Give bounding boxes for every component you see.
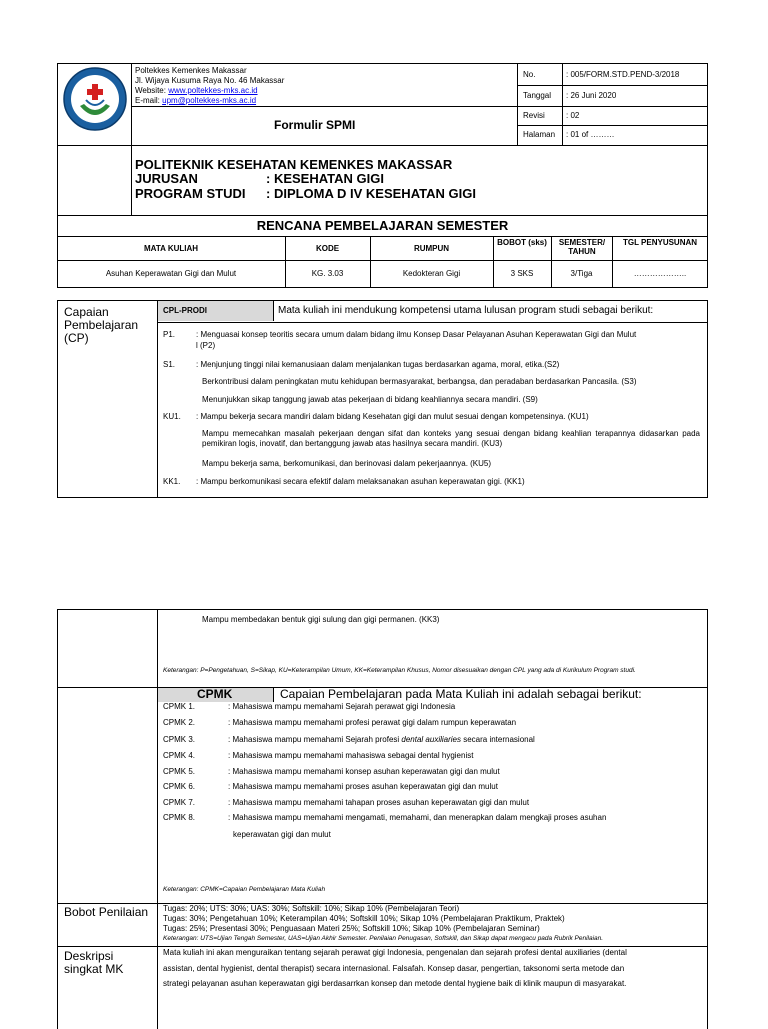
cpmk-text: : Mahasiswa mampu memahami Sejarah perawat gigi Indonesia xyxy=(228,702,456,711)
website-line: Website: www.poltekkes-mks.ac.id xyxy=(135,86,258,95)
cp-item-text: Mampu bekerja sama, berkomunikasi, dan berinovasi dalam pekerjaannya. (KU5) xyxy=(202,459,492,468)
col-bobot: BOBOT (sks) xyxy=(497,238,547,247)
cp-item-code: KK1. xyxy=(163,477,181,486)
cell-tgl: ……………….. xyxy=(633,269,687,278)
meta-date-value: : 26 Juni 2020 xyxy=(566,91,617,100)
institution-name: Poltekkes Kemenkes Makassar xyxy=(135,66,247,75)
cell-kode: KG. 3.03 xyxy=(311,269,344,278)
cp-item-code: P1. xyxy=(163,330,176,339)
deskripsi-line: assistan, dental hygienist, dental therapist) secara internasional. Falsafah. Konsep dasar, pengertian, taksonomi serta metode dan xyxy=(163,964,625,973)
prodi-label: PROGRAM STUDI xyxy=(135,186,246,201)
cp-item-code: KU1. xyxy=(163,412,181,421)
bobot-line: Tugas: 25%; Presentasi 30%; Penguasaan Materi 25%; Softskill 10%; Sikap 10% (Pembelajaran Seminar) xyxy=(163,924,540,933)
institution-logo xyxy=(62,66,128,132)
cpmk-code: CPMK 3. xyxy=(163,735,196,744)
cp-item-text: Mampu memecahkan masalah pekerjaan dengan sifat dan konteks yang sesuai dengan bidang keahlian terapannya didasarkan pada pemikiran logis, inovatif, dan bertanggung jawab atas hasilnya secara mandiri. (KU3) xyxy=(202,429,700,449)
note-cpl: Keterangan: P=Pengetahuan, S=Sikap, KU=Keterampilan Umum, KK=Keterampilan Khusus, Nomor disesuaikan dengan CPL yang ada di Kurikulum Program studi. xyxy=(163,667,636,674)
cpmk-tag: CPMK xyxy=(197,687,233,701)
col-tgl: TGL PENYUSUNAN xyxy=(622,238,698,247)
deskripsi-line: Mata kuliah ini akan menguraikan tentang sejarah perawat gigi Indonesia, pengenalan dan sejarah profesi dental auxiliaries (dental xyxy=(163,948,627,957)
bobot-line: Tugas: 20%; UTS: 30%; UAS: 30%; Softskill: 10%; Sikap 10% (Pembelajaran Teori) xyxy=(163,904,460,913)
email-line: E-mail: upm@poltekkes-mks.ac.id xyxy=(135,96,257,105)
jurusan-value: : KESEHATAN GIGI xyxy=(266,171,384,186)
cpmk-code: CPMK 7. xyxy=(163,798,196,807)
cpmk-text: : Mahasiswa mampu memahami tahapan proses asuhan keperawatan gigi dan mulut xyxy=(228,798,530,807)
meta-rev-label: Revisi xyxy=(523,111,545,120)
cp-item-text: : Mampu berkomunikasi secara efektif dalam melaksanakan asuhan keperawatan gigi. (KK1) xyxy=(196,477,525,486)
cp-intro: Mata kuliah ini mendukung kompetensi utama lulusan program studi sebagai berikut: xyxy=(278,305,654,316)
col-semester: SEMESTER/ TAHUN xyxy=(558,238,606,257)
cp-item-text: : Mampu bekerja secara mandiri dalam bidang Kesehatan gigi dan mulut sesuai dengan kompetensinya. (KU1) xyxy=(196,412,589,421)
cpmk-text: : Mahasiswa mampu memahami mahasiswa sebagai dental hygienist xyxy=(228,751,474,760)
cell-bobot: 3 SKS xyxy=(510,269,534,278)
cp-item-extra: l (P2) xyxy=(196,341,216,350)
cp-item-code: S1. xyxy=(163,360,176,369)
program-institution: POLITEKNIK KESEHATAN KEMENKES MAKASSAR xyxy=(135,157,453,172)
cpmk-code: CPMK 6. xyxy=(163,782,196,791)
deskripsi-line: strategi pelayanan asuhan keperawatan gigi berdasarrkan konsep dan metode dental hygiene baik di klinik maupun di masyarakat. xyxy=(163,979,627,988)
cpmk-text: : Mahasiswa mampu memahami proses asuhan keperawatan gigi dan mulut xyxy=(228,782,498,791)
note-cpmk: Keterangan: CPMK=Capaian Pembelajaran Mata Kuliah xyxy=(163,886,326,893)
bobot-note: Keterangan: UTS=Ujian Tengah Semester, UAS=Ujian Akhir Semester. Penilaian Penugasan, Softskill, dan Sikap dapat mengacu pada Rubrik Penilaian. xyxy=(163,935,604,942)
cell-mata-kuliah: Asuhan Keperawatan Gigi dan Mulut xyxy=(105,269,237,278)
cpmk-text-cont: keperawatan gigi dan mulut xyxy=(233,830,331,839)
col-mata-kuliah: MATA KULIAH xyxy=(143,244,199,253)
meta-no-label: No. xyxy=(523,70,536,79)
cpmk-text: : Mahasiswa mampu memahami profesi perawat gigi dalam rumpun keperawatan xyxy=(228,718,517,727)
cp-item-text: Berkontribusi dalam peningkatan mutu kehidupan bermasyarakat, berbangsa, dan peradaban berdasarkan Pancasila. (S3) xyxy=(202,377,637,386)
cell-rumpun: Kedokteran Gigi xyxy=(402,269,461,278)
cpl-prodi-tag: CPL-PRODI xyxy=(163,306,207,315)
cpmk-code: CPMK 5. xyxy=(163,767,196,776)
prodi-value: : DIPLOMA D IV KESEHATAN GIGI xyxy=(266,186,476,201)
meta-rev-value: : 02 xyxy=(566,111,580,120)
cp-item-text: : Menguasai konsep teoritis secara umum dalam bidang ilmu Konsep Dasar Pelayanan Asuhan Keperawatan Gigi dan Mulut xyxy=(196,330,637,339)
cp-item-text: : Menjunjung tinggi nilai kemanusiaan dalam menjalankan tugas berdasarkan agama, moral, etika.(S2) xyxy=(196,360,560,369)
jurusan-label: JURUSAN xyxy=(135,171,198,186)
bobot-line: Tugas: 30%; Pengetahuan 10%; Keterampilan 40%; Softskill 10%; Sikap 10% (Pembelajaran Praktikum, Praktek) xyxy=(163,914,565,923)
cpmk-code: CPMK 8. xyxy=(163,813,196,822)
cpmk-code: CPMK 4. xyxy=(163,751,196,760)
bobot-label: Bobot Penilaian xyxy=(64,905,149,919)
form-title: Formulir SPMI xyxy=(274,118,356,132)
col-rumpun: RUMPUN xyxy=(413,244,450,253)
meta-no-value: : 005/FORM.STD.PEND-3/2018 xyxy=(566,70,680,79)
institution-address: Jl. Wijaya Kusuma Raya No. 46 Makassar xyxy=(135,76,285,85)
cpmk-text: : Mahasiswa mampu memahami konsep asuhan keperawatan gigi dan mulut xyxy=(228,767,500,776)
meta-date-label: Tanggal xyxy=(523,91,552,100)
cp-item-text: Menunjukkan sikap tanggung jawab atas pekerjaan di bidang keahliannya secara mandiri. (S9) xyxy=(202,395,538,404)
cell-semester: 3/Tiga xyxy=(570,269,593,278)
cpmk-intro: Capaian Pembelajaran pada Mata Kuliah ini adalah sebagai berikut: xyxy=(280,687,642,701)
cpmk-code: CPMK 2. xyxy=(163,718,196,727)
cpmk-text: : Mahasiswa mampu memahami mengamati, memahami, dan menerapkan dalam mengkaji proses asuhan xyxy=(228,813,607,822)
deskripsi-label: Deskripsi singkat MK xyxy=(64,949,124,977)
cp-label: Capaian Pembelajaran (CP) xyxy=(64,305,139,346)
meta-page-label: Halaman xyxy=(523,130,556,139)
meta-page-value: : 01 of ……… xyxy=(566,130,615,139)
cpmk-code: CPMK 1. xyxy=(163,702,196,711)
col-kode: KODE xyxy=(315,244,340,253)
website-link[interactable]: www.poltekkes-mks.ac.id xyxy=(168,86,258,95)
kk3-item: Mampu membedakan bentuk gigi sulung dan gigi permanen. (KK3) xyxy=(202,615,440,624)
email-link[interactable]: upm@poltekkes-mks.ac.id xyxy=(162,96,257,105)
rps-title: RENCANA PEMBELAJARAN SEMESTER xyxy=(256,218,509,233)
cpmk-text: : Mahasiswa mampu memahami Sejarah profesi dental auxiliaries secara internasional xyxy=(228,735,535,744)
